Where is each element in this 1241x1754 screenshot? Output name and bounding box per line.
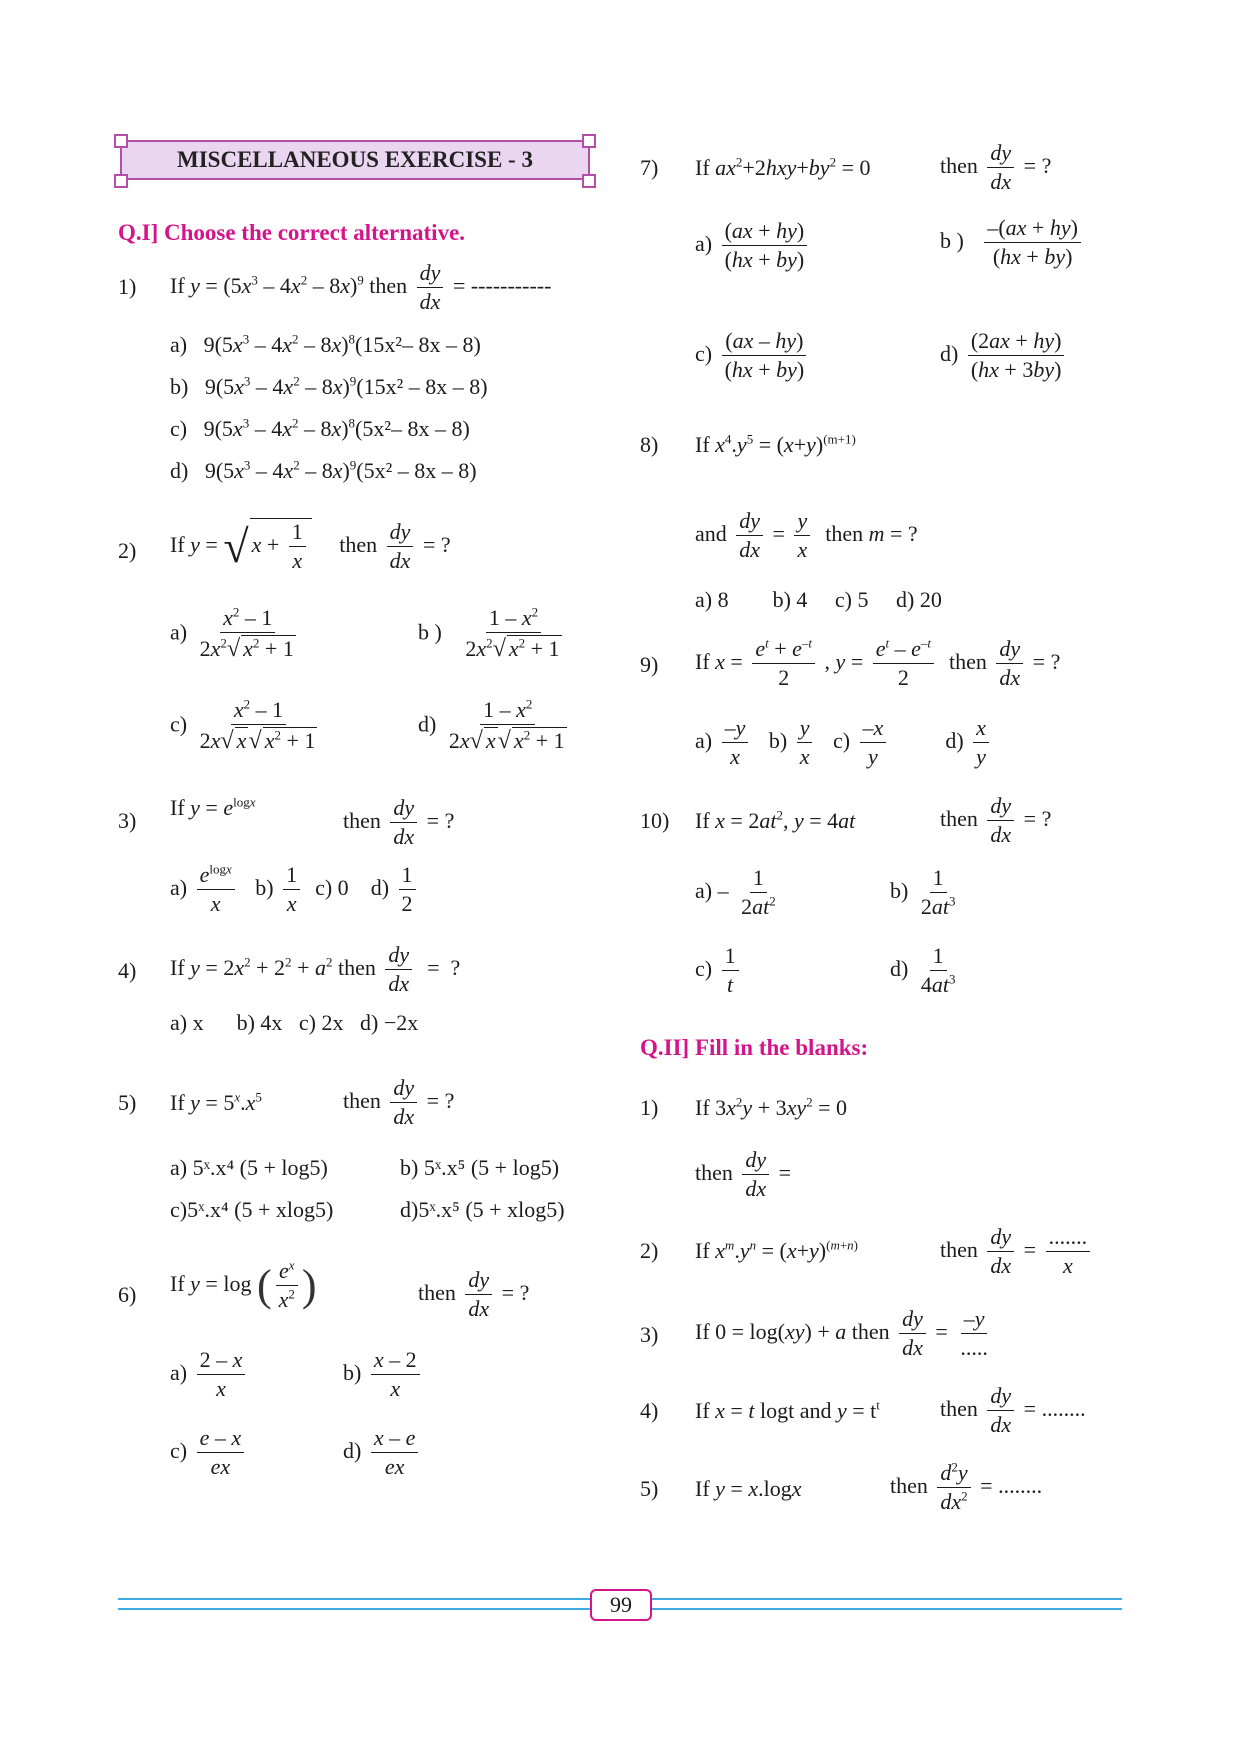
question-1-text: If $y = (5x^3 - 4x^2 - 8x)^9$ then $\frac{dy}{dx}$ = ----------- (170, 260, 552, 315)
q7-option-a: a) $\frac{(ax + hy)}{(hx + by)}$ (695, 218, 811, 274)
q8-option-c: c) 5 (834, 587, 869, 612)
question-8-condition: and $\frac{dy}{dx}$ = $\frac{y}{x}$ then m = ? (695, 508, 918, 563)
fill-3-number: 3) (640, 1322, 659, 1347)
q2-option-d: d) $\frac{1 - x^2}{2x√ x√ x^2 + 1}$ (418, 696, 565, 755)
q1-option-a: a) $9(5x^3 - 4x^2 - 8x)^8(15x^2-$ 8x – 8) (170, 331, 481, 357)
exercise-title-text: MISCELLANEOUS EXERCISE - 3 (177, 147, 533, 172)
fill-4-number: 4) (640, 1398, 659, 1423)
question-5-number: 5) (118, 1090, 137, 1115)
question-6-derivative: then $\frac{dy}{dx}$ = ? (418, 1267, 530, 1322)
q7-option-d: d) $\frac{(2ax + hy)}{(hx + 3by)}$ (940, 328, 1068, 384)
title-corner-ornament (114, 174, 128, 188)
question-7-derivative: then $\frac{dy}{dx}$ = ? (940, 140, 1052, 195)
title-corner-ornament (582, 174, 596, 188)
q6-option-d: d) $\frac{x - e}{ex}$ (343, 1425, 422, 1481)
page-number-text: 99 (610, 1592, 632, 1617)
fill-2-number: 2) (640, 1238, 659, 1263)
q4-option-c: c) 2x (298, 1010, 344, 1035)
q10-option-b: b) $\frac{1}{2at^3}$ (890, 865, 956, 920)
q4-options (170, 1010, 418, 1036)
fill-1-text: If $3x^2y + 3xy^2 = 0$ (695, 1094, 848, 1120)
section-heading-choose: Q.I] Choose the correct alternative. (118, 220, 466, 245)
question-7-number: 7) (640, 155, 659, 180)
question-3-number: 3) (118, 808, 137, 833)
q4-option-d: d) −2x (360, 1010, 419, 1035)
q5-option-c: c)5ˣ.x⁴ (5 + xlog5) (170, 1197, 334, 1222)
q7-option-c: c) $\frac{(ax - hy)}{(hx + by)}$ (695, 328, 811, 384)
q1-option-d: d) $9(5x^3 - 4x^2 - 8x)^9(5x^2 - 8x - 8)$ (170, 457, 477, 483)
q10-option-c: c) $\frac{1}{t}$ (695, 943, 743, 999)
fill-1-number: 1) (640, 1095, 659, 1120)
q5-option-b: b) 5ˣ.x⁵ (5 + log5) (400, 1155, 560, 1180)
fill-5-text: If y = x.logx (695, 1476, 802, 1501)
q10-option-a: a) – $\frac{1}{2at^2}$ (695, 865, 776, 920)
question-6-text: If y = log ( $\frac{e^x}{x^2}$ ) (170, 1257, 317, 1313)
fill-1-derivative: then $\frac{dy}{dx}$ = (695, 1147, 792, 1202)
question-2-text: If y = √ x + $\frac{1}{x}$ then $\frac{dy}{dx}$ = ? (170, 519, 451, 574)
fill-2-text: If $x^m.y^n = (x+y)^{(m+n)}$ (695, 1237, 859, 1263)
question-10-derivative: then $\frac{dy}{dx}$ = ? (940, 793, 1052, 848)
question-8-number: 8) (640, 432, 659, 457)
question-3-text: If $y = e^{logx}$ (170, 794, 256, 820)
question-2-number: 2) (118, 538, 137, 563)
q10-option-d: d) $\frac{1}{4at^3}$ (890, 943, 956, 998)
q6-option-a: a) $\frac{2 - x}{x}$ (170, 1347, 249, 1403)
q9-options: a) $\frac{-y}{x}$ b) $\frac{y}{x}$ c) $\frac{-x}{y}$ d) $\frac{x}{y}$ (695, 715, 993, 771)
question-4-text: If $y = 2x^2 + 2^2 + a^2$ then $\frac{dy}{dx}$ = ? (170, 942, 461, 997)
fill-4-text: If x = t logt and $y = t^t$ (695, 1397, 880, 1423)
q3-option-c: c) 0 (315, 874, 349, 900)
fill-5-number: 5) (640, 1476, 659, 1501)
q1-option-c: c) $9(5x^3 - 4x^2 - 8x)^8(5x^2-$ 8x – 8) (170, 415, 470, 441)
q4-option-b: b) 4x (236, 1010, 283, 1035)
q8-options (695, 587, 942, 613)
q5-option-a: a) 5ˣ.x⁴ (5 + log5) (170, 1155, 328, 1180)
question-5-derivative: then $\frac{dy}{dx}$ = ? (343, 1075, 455, 1130)
question-6-number: 6) (118, 1282, 137, 1307)
q6-option-b: b) $\frac{x - 2}{x}$ (343, 1347, 424, 1403)
q5-option-d: d)5ˣ.x⁵ (5 + xlog5) (400, 1197, 565, 1222)
title-corner-ornament (582, 134, 596, 148)
question-8-text: If $x^4.y^5 = (x+y)^{(m+1)}$ (695, 431, 856, 457)
q8-option-a: a) 8 (695, 587, 729, 612)
question-7-text: If $ax^2+2hxy+by^2 = 0$ (695, 154, 871, 180)
question-10-number: 10) (640, 808, 670, 833)
question-10-text: If $x = 2at^2$, y = 4at (695, 807, 856, 833)
q8-option-d: d) 20 (896, 587, 942, 612)
fill-2-derivative: then $\frac{dy}{dx}$ = $\frac{.......}{x}$ (940, 1224, 1094, 1280)
fill-4-derivative: then $\frac{dy}{dx}$ = ........ (940, 1383, 1086, 1438)
exercise-title (120, 140, 590, 180)
q7-option-b: b ) $\frac{-(ax + hy)}{(hx + by)}$ (940, 215, 1085, 271)
question-4-number: 4) (118, 958, 137, 983)
q6-option-c: c) $\frac{e - x}{ex}$ (170, 1425, 248, 1481)
question-9-number: 9) (640, 652, 659, 677)
title-corner-ornament (114, 134, 128, 148)
q1-option-b: b) $9(5x^3 - 4x^2 - 8x)^9(15x^2 - 8x - 8)$ (170, 373, 488, 399)
question-5-text: If $y = 5^x.x^5$ (170, 1089, 262, 1115)
fill-5-derivative: then $\frac{d^2y}{dx^2}$ = ........ (890, 1459, 1043, 1515)
question-9-text: If x = $\frac{e^t + e^{-t}}{2}$ , y = $\frac{e^t - e^{-t}}{2}$ then $\frac{dy}{dx}$ = ? (695, 635, 1061, 691)
q3-options: a) $\frac{e^{logx}}{x}$ b) $\frac{1}{x}$ c) 0 d) $\frac{1}{2}$ (170, 862, 420, 918)
fill-3-text: If 0 = log(xy) + a then $\frac{dy}{dx}$ = $\frac{-y}{.....}$ (695, 1306, 988, 1361)
section-heading-fill-blanks: Q.II] Fill in the blanks: (640, 1035, 869, 1060)
q4-option-a: a) x (170, 1010, 204, 1035)
q2-option-c: c) $\frac{x^2 - 1}{2x√ x√ x^2 + 1}$ (170, 696, 316, 755)
page-number (590, 1589, 652, 1621)
q2-option-a: a) $\frac{x^2 - 1}{2x^2√ x^2 + 1}$ (170, 604, 294, 663)
question-1-blank: = ----------- (452, 272, 552, 298)
q2-option-b: b ) $\frac{1 - x^2}{2x^2√ x^2 + 1}$ (418, 604, 560, 663)
question-1-number: 1) (118, 274, 137, 299)
q8-option-b: b) 4 (772, 587, 808, 612)
question-3-derivative: then $\frac{dy}{dx}$ = ? (343, 795, 455, 850)
